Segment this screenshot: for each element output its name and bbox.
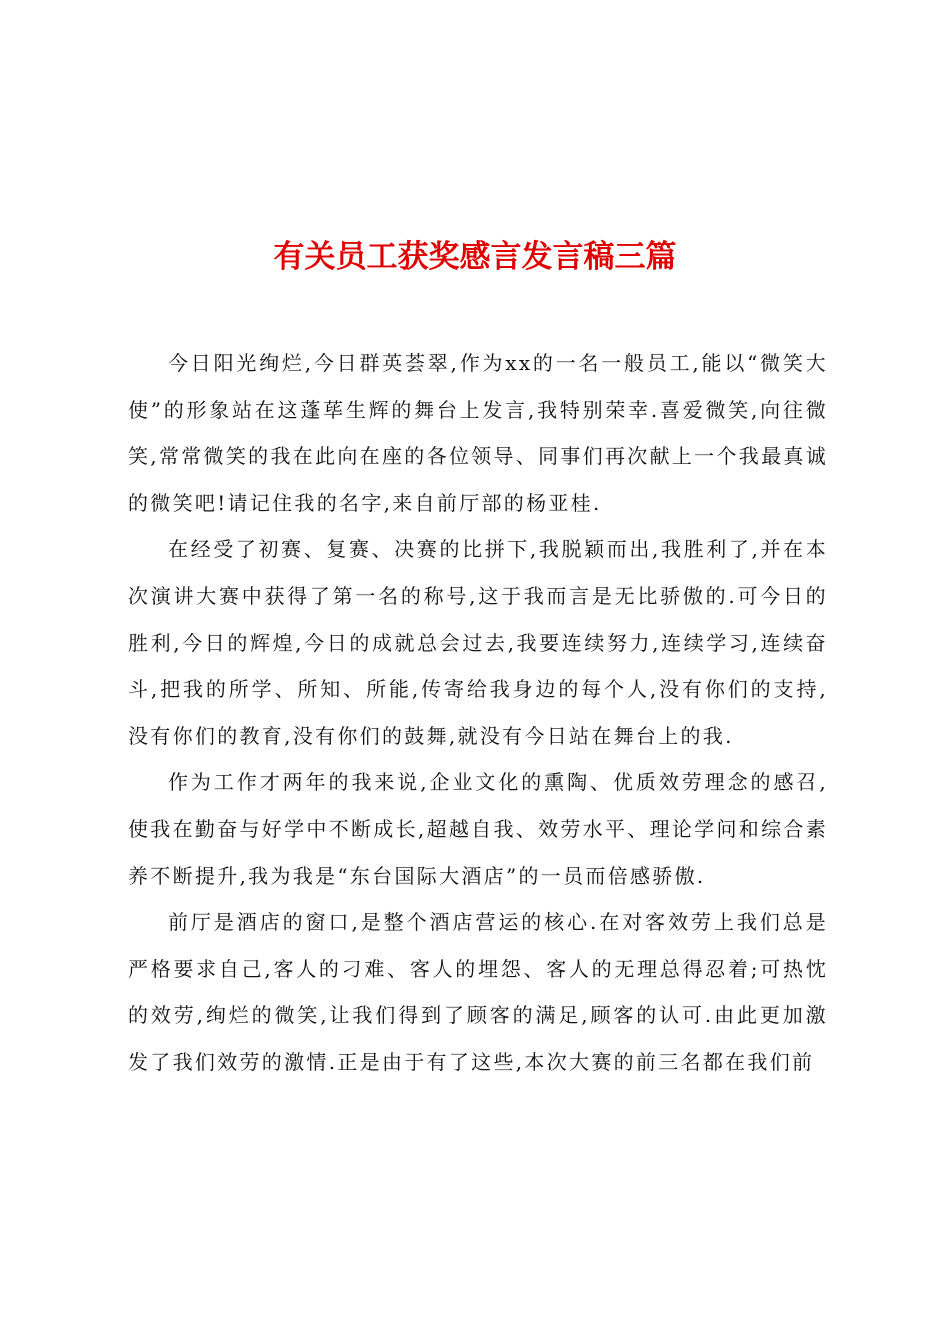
paragraph-4: 前厅是酒店的窗口,是整个酒店营运的核心.在对客效劳上我们总是严格要求自己,客人的刁难、客人的埋怨、客人的无理总得忍着;可热忱的效劳,绚烂的微笑,让我们得到了顾客的满足,顾客的认可.由此更加激发了我们效劳的激情.正是由于有了这些,本次大赛的前三名都在我们前 <box>128 910 828 1074</box>
paragraph-3: 作为工作才两年的我来说,企业文化的熏陶、优质效劳理念的感召,使我在勤奋与好学中不断成长,超越自我、效劳水平、理论学问和综合素养不断提升,我为我是“东台国际大酒店”的一员而倍感骄傲. <box>128 770 828 888</box>
page-title: 有关员工获奖感言发言稿三篇 <box>273 238 677 275</box>
paragraph-1: 今日阳光绚烂,今日群英荟翠,作为xx的一名一般员工,能以“微笑大使”的形象站在这蓬荜生辉的舞台上发言,我特别荣幸.喜爱微笑,向往微笑,常常微笑的我在此向在座的各位领导、同事们再次献上一个我最真诚的微笑吧!请记住我的名字,来自前厅部的杨亚桂. <box>128 351 828 515</box>
paragraph-2: 在经受了初赛、复赛、决赛的比拼下,我脱颖而出,我胜利了,并在本次演讲大赛中获得了第一名的称号,这于我而言是无比骄傲的.可今日的胜利,今日的辉煌,今日的成就总会过去,我要连续努力,连续学习,连续奋斗,把我的所学、所知、所能,传寄给我身边的每个人,没有你们的支持,没有你们的教育,没有你们的鼓舞,就没有今日站在舞台上的我. <box>128 537 828 748</box>
document-body <box>128 340 828 1086</box>
